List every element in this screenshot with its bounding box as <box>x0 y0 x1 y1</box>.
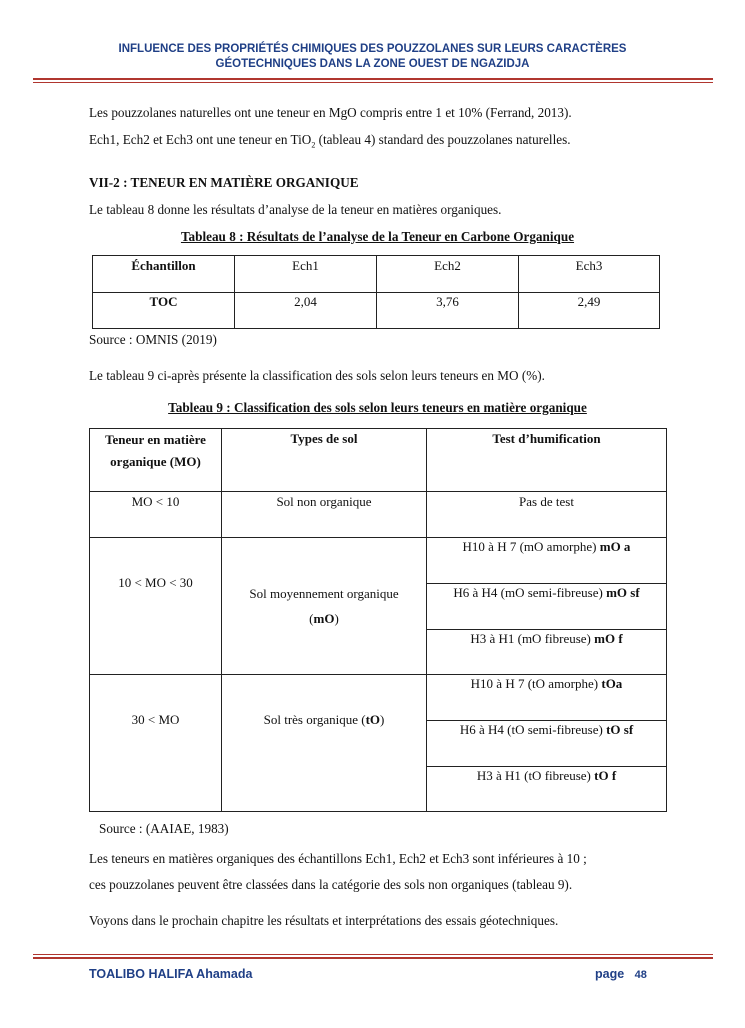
paren: ) <box>334 611 339 626</box>
table8-header-cell: Ech1 <box>235 256 377 293</box>
type-text: Sol très organique ( <box>263 712 366 727</box>
table9-header-row <box>90 429 667 492</box>
table9-row-1 <box>90 492 667 538</box>
table9-source: Source : (AAIAE, 1983) <box>99 821 229 836</box>
table9-header-mo <box>90 429 222 492</box>
paren: ( <box>309 611 314 626</box>
table9-row3-test-1 <box>427 675 667 721</box>
test-text: H6 à H4 (tO semi-fibreuse) <box>459 722 607 737</box>
test-text: H6 à H4 (mO semi-fibreuse) <box>453 585 607 600</box>
table9-row2-test-2 <box>427 584 667 630</box>
table9-row1-type: Sol non organique <box>222 492 427 538</box>
footer-page-number: 48 <box>634 969 647 981</box>
test-code: mO f <box>594 631 623 646</box>
table9-row3-test-3 <box>427 767 667 812</box>
header-rule-thin <box>33 82 713 83</box>
test-text: H10 à H 7 (tO amorphe) <box>470 676 602 691</box>
table9-header-test: Test d’humification <box>427 429 667 492</box>
test-text: H3 à H1 (tO fibreuse) <box>476 768 595 783</box>
intro-p2-b: (tableau 4) standard des pouzzolanes naturelles. <box>315 132 571 147</box>
table9-row1-test: Pas de test <box>427 492 667 538</box>
test-code: mO sf <box>606 585 640 600</box>
footer-author: TOALIBO HALIFA Ahamada <box>89 967 253 981</box>
running-header <box>60 42 685 72</box>
test-code: tO f <box>594 768 617 783</box>
table-9 <box>89 428 667 812</box>
test-code: mO a <box>599 539 631 554</box>
table9-title: Tableau 9 : Classification des sols selon leurs teneurs en matière organique <box>168 400 587 415</box>
table8-source: Source : OMNIS (2019) <box>89 332 217 347</box>
conclusion-line-2: ces pouzzolanes peuvent être classées dans la catégorie des sols non organiques (tableau 9). <box>89 877 573 892</box>
table9-row1-mo: MO < 10 <box>90 492 222 538</box>
table9-row3-mo: 30 < MO <box>90 675 222 812</box>
table8-cell: 2,04 <box>235 293 377 329</box>
test-text: H10 à H 7 (mO amorphe) <box>462 539 600 554</box>
table8-cell: TOC <box>93 293 235 329</box>
footer-page <box>595 967 647 981</box>
table8-header-cell: Échantillon <box>93 256 235 293</box>
footer-rule-thick <box>33 957 713 959</box>
intro-paragraph-2 <box>89 131 571 154</box>
table9-row2-test-1 <box>427 538 667 584</box>
table8-title: Tableau 8 : Résultats de l’analyse de la Teneur en Carbone Organique <box>180 229 575 244</box>
header-line-2: GÉOTECHNIQUES DANS LA ZONE OUEST DE NGAZIDJA <box>215 58 530 70</box>
table9-row2-type <box>222 538 427 675</box>
intro-paragraph-1: Les pouzzolanes naturelles ont une teneur en MgO compris entre 1 et 10% (Ferrand, 2013). <box>89 105 572 120</box>
header-line-1: INFLUENCE DES PROPRIÉTÉS CHIMIQUES DES POUZZOLANES SUR LEURS CARACTÈRES <box>118 43 627 55</box>
table9-header-type: Types de sol <box>222 429 427 492</box>
table9-row2-test-3 <box>427 630 667 675</box>
table9-header-mo-line1: Teneur en matière <box>105 432 206 447</box>
table9-row-2a <box>90 538 667 584</box>
bridge-paragraph: Le tableau 9 ci-après présente la classification des sols selon leurs teneurs en MO (%). <box>89 368 545 383</box>
table9-row2-type-line1: Sol moyennement organique <box>249 586 399 601</box>
section-text: Le tableau 8 donne les résultats d’analyse de la teneur en matières organiques. <box>89 202 502 217</box>
type-code: tO <box>365 712 381 727</box>
conclusion-line-3: Voyons dans le prochain chapitre les résultats et interprétations des essais géotechniques. <box>89 913 559 928</box>
table9-row3-test-2 <box>427 721 667 767</box>
table8-header-row <box>93 256 660 293</box>
footer-page-label: page <box>595 967 625 981</box>
table9-row-3a <box>90 675 667 721</box>
table8-cell: 3,76 <box>377 293 519 329</box>
table9-row3-type <box>222 675 427 812</box>
footer-rule <box>33 954 713 955</box>
table8-header-cell: Ech3 <box>519 256 660 293</box>
table8-data-row <box>93 293 660 329</box>
table9-row2-mo: 10 < MO < 30 <box>90 538 222 675</box>
table8-cell: 2,49 <box>519 293 660 329</box>
type-text: ) <box>380 712 385 727</box>
test-text: H3 à H1 (mO fibreuse) <box>470 631 595 646</box>
conclusion-line-1: Les teneurs en matières organiques des échantillons Ech1, Ech2 et Ech3 sont inférieures à 10 ; <box>89 851 587 866</box>
section-heading: VII-2 : TENEUR EN MATIÈRE ORGANIQUE <box>89 175 359 190</box>
table9-header-mo-line2: organique (MO) <box>110 454 201 469</box>
intro-p2-sub: 2 <box>311 140 316 150</box>
table8-header-cell: Ech2 <box>377 256 519 293</box>
test-code: tOa <box>601 676 623 691</box>
test-code: tO sf <box>606 722 634 737</box>
header-rule <box>33 78 713 80</box>
intro-p2-a: Ech1, Ech2 et Ech3 ont une teneur en TiO <box>89 132 312 147</box>
table9-row2-type-line2 <box>222 606 426 631</box>
table-8 <box>92 255 660 329</box>
type-code: mO <box>313 611 335 626</box>
